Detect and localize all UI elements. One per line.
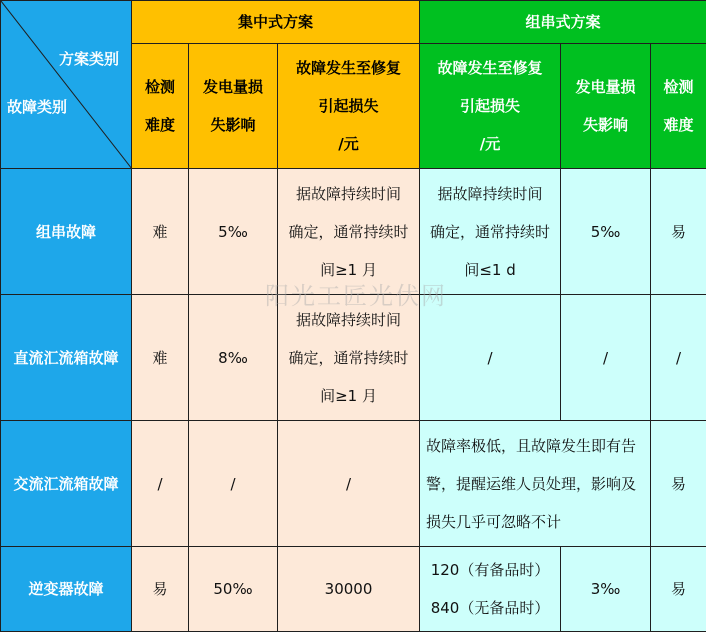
string-power-cell: 5‰ [561, 169, 651, 295]
central-detect-cell: 难 [132, 169, 189, 295]
table-row [1, 169, 706, 295]
central-detect-cell: 难 [132, 295, 189, 421]
string-detect-cell: 易 [651, 169, 706, 295]
diagonal-header-cell [1, 1, 132, 169]
string-repair-cell: / [420, 295, 561, 421]
central-scheme-header: 集中式方案 [132, 1, 420, 44]
diagonal-line [1, 1, 132, 169]
string-repair-cell: 120（有备品时） 840（无备品时） [420, 547, 561, 632]
fault-name-cell: 组串故障 [1, 169, 132, 295]
string-power-header: 发电量损 失影响 [561, 44, 651, 169]
central-detect-header: 检测 难度 [132, 44, 189, 169]
table-row [1, 547, 706, 632]
string-detect-cell: 易 [651, 547, 706, 632]
central-power-cell: / [189, 421, 278, 547]
fault-type-label: 故障类别 [7, 97, 67, 117]
fault-name-cell: 直流汇流箱故障 [1, 295, 132, 421]
central-power-cell: 8‰ [189, 295, 278, 421]
central-power-header: 发电量损 失影响 [189, 44, 278, 169]
central-repair-cell: 据故障持续时间 确定，通常持续时 间≥1 月 [278, 295, 420, 421]
string-merged-note-cell: 故障率极低，且故障发生即有告 警，提醒运维人员处理，影响及 损失几乎可忽略不计 [420, 421, 651, 547]
string-detect-header: 检测 难度 [651, 44, 706, 169]
watermark-text: 阳光工匠光伏网 [265, 276, 447, 311]
string-repair-cell: 据故障持续时间 确定，通常持续时 间≤1 d [420, 169, 561, 295]
central-power-cell: 50‰ [189, 547, 278, 632]
central-repair-cell: 据故障持续时间 确定，通常持续时 间≥1 月 [278, 169, 420, 295]
string-scheme-header: 组串式方案 [420, 1, 706, 44]
string-power-cell: / [561, 295, 651, 421]
string-repair-header: 故障发生至修复 引起损失 /元 [420, 44, 561, 169]
central-detect-cell: / [132, 421, 189, 547]
central-detect-cell: 易 [132, 547, 189, 632]
central-repair-cell: / [278, 421, 420, 547]
table-row [1, 421, 706, 547]
scheme-type-label: 方案类别 [59, 49, 119, 69]
string-power-cell: 3‰ [561, 547, 651, 632]
table-row [1, 295, 706, 421]
central-repair-cell: 30000 [278, 547, 420, 632]
string-detect-cell: 易 [651, 421, 706, 547]
string-detect-cell: / [651, 295, 706, 421]
central-power-cell: 5‰ [189, 169, 278, 295]
fault-name-cell: 交流汇流箱故障 [1, 421, 132, 547]
fault-name-cell: 逆变器故障 [1, 547, 132, 632]
central-repair-header: 故障发生至修复 引起损失 /元 [278, 44, 420, 169]
